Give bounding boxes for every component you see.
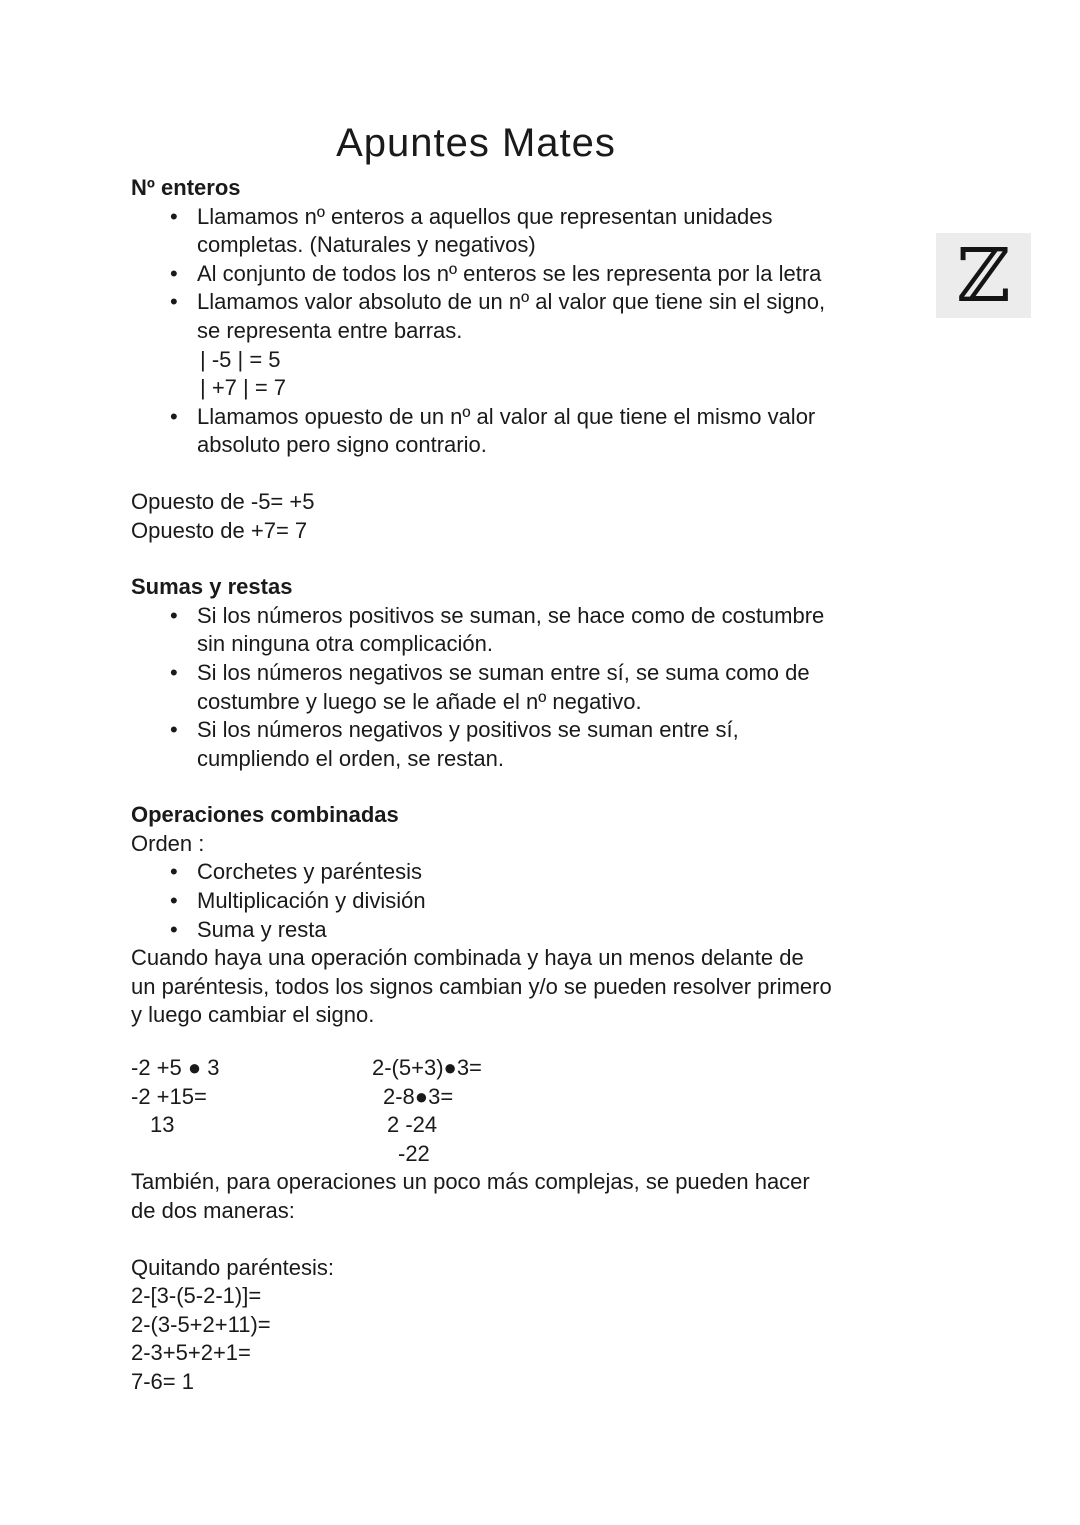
bullet-icon — [170, 203, 197, 260]
math-example-line: 13 — [150, 1112, 175, 1138]
bullet-text-line: absoluto pero signo contrario. — [197, 432, 487, 458]
paragraph-line: También, para operaciones un poco más complejas, se pueden hacer — [131, 1169, 810, 1195]
section-heading-combinadas: Operaciones combinadas — [131, 802, 399, 828]
bullet-item — [131, 887, 971, 916]
bullet-text-line: Si los números negativos se suman entre sí, se suma como de — [197, 659, 810, 685]
opposite-example: Opuesto de +7= 7 — [131, 517, 308, 543]
bullet-text-line: Llamamos valor absoluto de un nº al valor que tiene sin el signo, — [197, 289, 826, 315]
bullet-item — [131, 716, 971, 773]
paragraph-line: un paréntesis, todos los signos cambian y/o se pueden resolver primero — [131, 973, 832, 999]
paragraph-line: Cuando haya una operación combinada y haya un menos delante de — [131, 945, 804, 971]
bullet-text-line: cumpliendo el orden, se restan. — [197, 745, 504, 771]
bullet-text-line: sin ninguna otra complicación. — [197, 631, 493, 657]
math-example-line: 2-3+5+2+1= — [131, 1340, 251, 1366]
bullet-icon — [170, 288, 197, 345]
paragraph-line: de dos maneras: — [131, 1198, 295, 1223]
page-title: Apuntes Mates — [336, 121, 616, 165]
math-example-line: -22 — [398, 1140, 430, 1166]
bullet-text-line: Corchetes y paréntesis — [197, 859, 422, 885]
bullet-icon — [170, 858, 197, 887]
combined-operations-examples — [131, 1054, 971, 1168]
example-column-right — [372, 1054, 482, 1168]
bullet-text-line: se representa entre barras. — [197, 317, 463, 343]
math-example-line: 2 -24 — [387, 1112, 438, 1138]
bullet-text-line: Llamamos nº enteros a aquellos que representan unidades — [197, 203, 773, 229]
bullet-text-line: Al conjunto de todos los nº enteros se les representa por la letra — [197, 260, 822, 286]
math-example-line: 2-8●3= — [383, 1083, 454, 1109]
bullet-text-line: Multiplicación y división — [197, 888, 426, 914]
bullet-text-line: Suma y resta — [197, 916, 327, 942]
bullet-icon — [170, 403, 197, 460]
example-column-left — [131, 1054, 372, 1168]
quitando-heading: Quitando paréntesis: — [131, 1254, 335, 1280]
section-heading-enteros: Nº enteros — [131, 175, 241, 200]
bullet-item — [131, 203, 971, 260]
math-example-line: -2 +5 ● 3 — [131, 1055, 220, 1081]
bullet-text-line: costumbre y luego se le añade el nº negativo. — [197, 688, 642, 714]
bullet-item — [131, 858, 971, 887]
math-example-line: 2-[3-(5-2-1)]= — [131, 1283, 262, 1309]
math-example-line: 2-(3-5+2+11)= — [131, 1311, 271, 1337]
bullet-text-line: completas. (Naturales y negativos) — [197, 232, 536, 258]
bullet-icon — [170, 887, 197, 916]
bullet-item — [131, 260, 971, 289]
paragraph-line: y luego cambiar el signo. — [131, 1002, 375, 1028]
bullet-item — [131, 403, 971, 460]
bullet-item — [131, 288, 971, 345]
math-example-line: 2-(5+3)●3= — [372, 1055, 482, 1081]
math-example-line: 7-6= 1 — [131, 1368, 194, 1394]
abs-value-example: | +7 | = 7 — [200, 375, 287, 401]
bullet-item — [131, 659, 971, 716]
bullet-icon — [170, 602, 197, 659]
bullet-text-line: Si los números negativos y positivos se suman entre sí, — [197, 717, 739, 743]
math-example-line: -2 +15= — [131, 1083, 207, 1109]
bullet-icon — [170, 659, 197, 716]
bullet-item — [131, 602, 971, 659]
bullet-icon — [170, 260, 197, 289]
section-heading-sumas: Sumas y restas — [131, 574, 293, 600]
page-content — [131, 121, 971, 1397]
double-struck-z-glyph: ℤ — [956, 232, 1011, 319]
bullet-icon — [170, 916, 197, 945]
abs-value-example: | -5 | = 5 — [200, 346, 281, 372]
bullet-item — [131, 916, 971, 945]
bullet-icon — [170, 716, 197, 773]
bullet-text-line: Si los números positivos se suman, se hace como de costumbre — [197, 602, 825, 628]
bullet-text-line: Llamamos opuesto de un nº al valor al que tiene el mismo valor — [197, 403, 816, 429]
orden-label: Orden : — [131, 830, 205, 856]
opposite-example: Opuesto de -5= +5 — [131, 488, 315, 514]
